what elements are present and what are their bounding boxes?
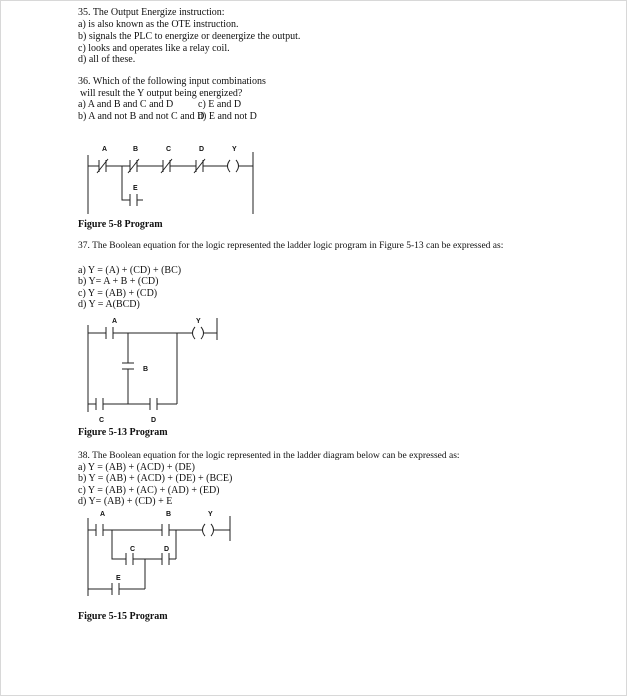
contact-d-no: [162, 553, 169, 565]
q38-option-d: d) Y= (AB) + (CD) + E: [78, 496, 173, 507]
contact-c-no: [126, 553, 133, 565]
label-e: E: [133, 185, 138, 192]
q36-option-b: b) A and not B and not C and D: [78, 111, 205, 122]
contact-e-no: [112, 583, 119, 595]
q35-option-b: b) signals the PLC to energize or deenergize the output.: [78, 31, 301, 42]
label-c: C: [130, 546, 136, 553]
q38-option-c: c) Y = (AB) + (AC) + (AD) + (ED): [78, 485, 220, 496]
label-c: C: [99, 417, 105, 424]
label-y: Y: [196, 318, 201, 325]
label-y: Y: [208, 511, 213, 518]
label-b: B: [143, 366, 149, 373]
figure-5-8-caption: Figure 5-8 Program: [78, 219, 163, 230]
q38-option-a: a) Y = (AB) + (ACD) + (DE): [78, 462, 195, 473]
contact-a-no: [96, 524, 103, 536]
q37-question: 37. The Boolean equation for the logic represented the ladder logic program in Figure 5-13 can be expressed as:: [78, 241, 504, 251]
label-b: B: [166, 511, 172, 518]
q36-option-a: a) A and B and C and D: [78, 99, 174, 110]
figure-5-15-caption: Figure 5-15 Program: [78, 611, 168, 622]
q37-option-c: c) Y = (AB) + (CD): [78, 288, 158, 299]
label-e: E: [116, 575, 121, 582]
figure-5-13-caption: Figure 5-13 Program: [78, 427, 168, 438]
label-c: C: [166, 146, 172, 153]
q37-option-a: a) Y = (A) + (CD) + (BC): [78, 265, 182, 276]
coil-y: [203, 524, 214, 536]
q35-option-c: c) looks and operates like a relay coil.: [78, 43, 230, 54]
q37-option-d: d) Y = A(BCD): [78, 299, 140, 310]
q36-option-d: d) E and not D: [198, 111, 257, 122]
label-y: Y: [232, 146, 237, 153]
label-d: D: [164, 546, 170, 553]
q35-option-a: a) is also known as the OTE instruction.: [78, 19, 239, 30]
q35-question: 35. The Output Energize instruction:: [78, 7, 225, 18]
label-a: A: [100, 511, 106, 518]
q36-option-c: c) E and D: [198, 99, 242, 110]
contact-b-no: [162, 524, 169, 536]
label-d: D: [199, 146, 205, 153]
q38-option-b: b) Y = (AB) + (ACD) + (DE) + (BCE): [78, 473, 233, 484]
q38-question: 38. The Boolean equation for the logic represented in the ladder diagram below can be expressed as:: [78, 451, 460, 461]
label-d: D: [151, 417, 157, 424]
label-a: A: [102, 146, 108, 153]
q36-question-line2: will result the Y output being energized?: [80, 88, 243, 99]
q37-option-b: b) Y= A + B + (CD): [78, 276, 159, 287]
label-a: A: [112, 318, 118, 325]
q36-question-line1: 36. Which of the following input combinations: [78, 76, 266, 87]
label-b: B: [133, 146, 139, 153]
q35-option-d: d) all of these.: [78, 54, 136, 65]
